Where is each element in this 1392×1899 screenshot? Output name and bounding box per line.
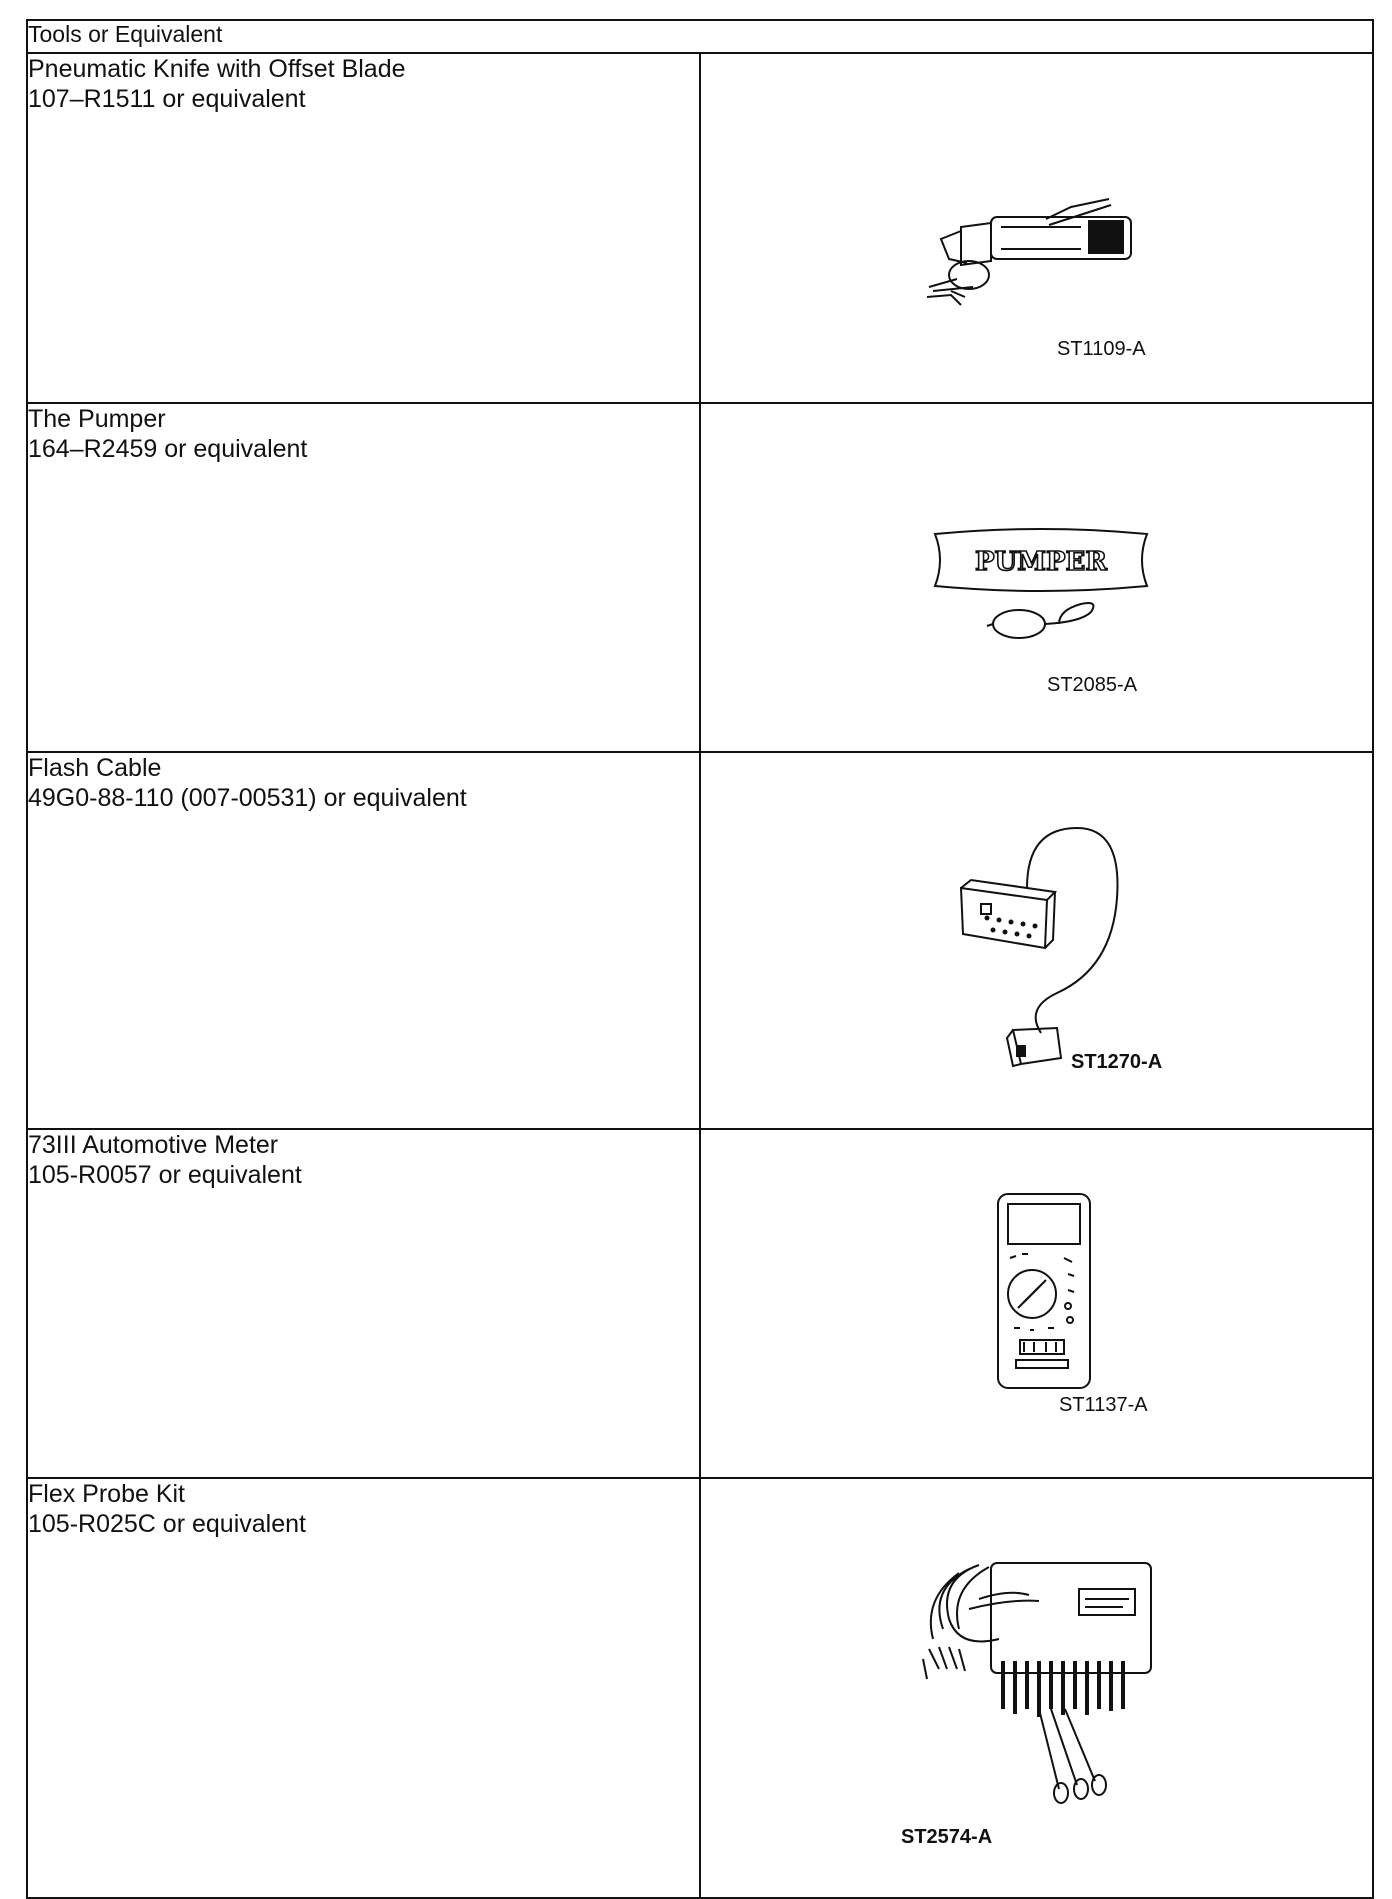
figure-code: ST1109-A: [1057, 338, 1146, 360]
tool-part-number: 164–R2459 or equivalent: [28, 435, 308, 463]
tool-figure-cell: [700, 752, 1373, 1129]
tool-figure-cell: [700, 1478, 1373, 1898]
table-row: [27, 1129, 1373, 1478]
tools-table: [26, 19, 1374, 1899]
flex-probe-kit-illustration: [919, 1559, 1159, 1819]
tool-name: 73III Automotive Meter: [28, 1131, 279, 1159]
tool-name: Pneumatic Knife with Offset Blade: [28, 55, 406, 83]
tool-figure-cell: [700, 53, 1373, 403]
pumper-figure-label: PUMPER: [975, 547, 1107, 577]
tool-name: Flex Probe Kit: [28, 1480, 186, 1508]
figure-code: ST1270-A: [1071, 1051, 1163, 1073]
tool-description-cell: [27, 752, 700, 1129]
tool-description-cell: [27, 1129, 700, 1478]
tool-figure-cell: [700, 1129, 1373, 1478]
tool-figure-cell: [700, 403, 1373, 752]
tool-description-cell: [27, 53, 700, 403]
table-header: Tools or Equivalent: [27, 20, 1373, 53]
tool-description-cell: [27, 403, 700, 752]
table-row: [27, 403, 1373, 752]
tool-part-number: 105-R025C or equivalent: [28, 1510, 306, 1538]
tool-name: Flash Cable: [28, 754, 162, 782]
table-row: [27, 53, 1373, 403]
figure-code: ST2085-A: [1047, 674, 1138, 696]
pneumatic-knife-illustration: [921, 179, 1161, 309]
figure-code: ST2574-A: [901, 1826, 993, 1848]
table-row: [27, 752, 1373, 1129]
tool-name: The Pumper: [28, 405, 166, 433]
table-row: [27, 1478, 1373, 1898]
flash-cable-illustration: [957, 818, 1137, 1068]
tool-description-cell: [27, 1478, 700, 1898]
table-header-row: [27, 20, 1373, 53]
tool-part-number: 49G0-88-110 (007-00531) or equivalent: [28, 784, 467, 812]
automotive-meter-illustration: [994, 1192, 1094, 1392]
tool-part-number: 107–R1511 or equivalent: [28, 85, 306, 113]
figure-code: ST1137-A: [1059, 1394, 1148, 1416]
tool-part-number: 105-R0057 or equivalent: [28, 1161, 302, 1189]
pumper-illustration: [931, 524, 1151, 644]
